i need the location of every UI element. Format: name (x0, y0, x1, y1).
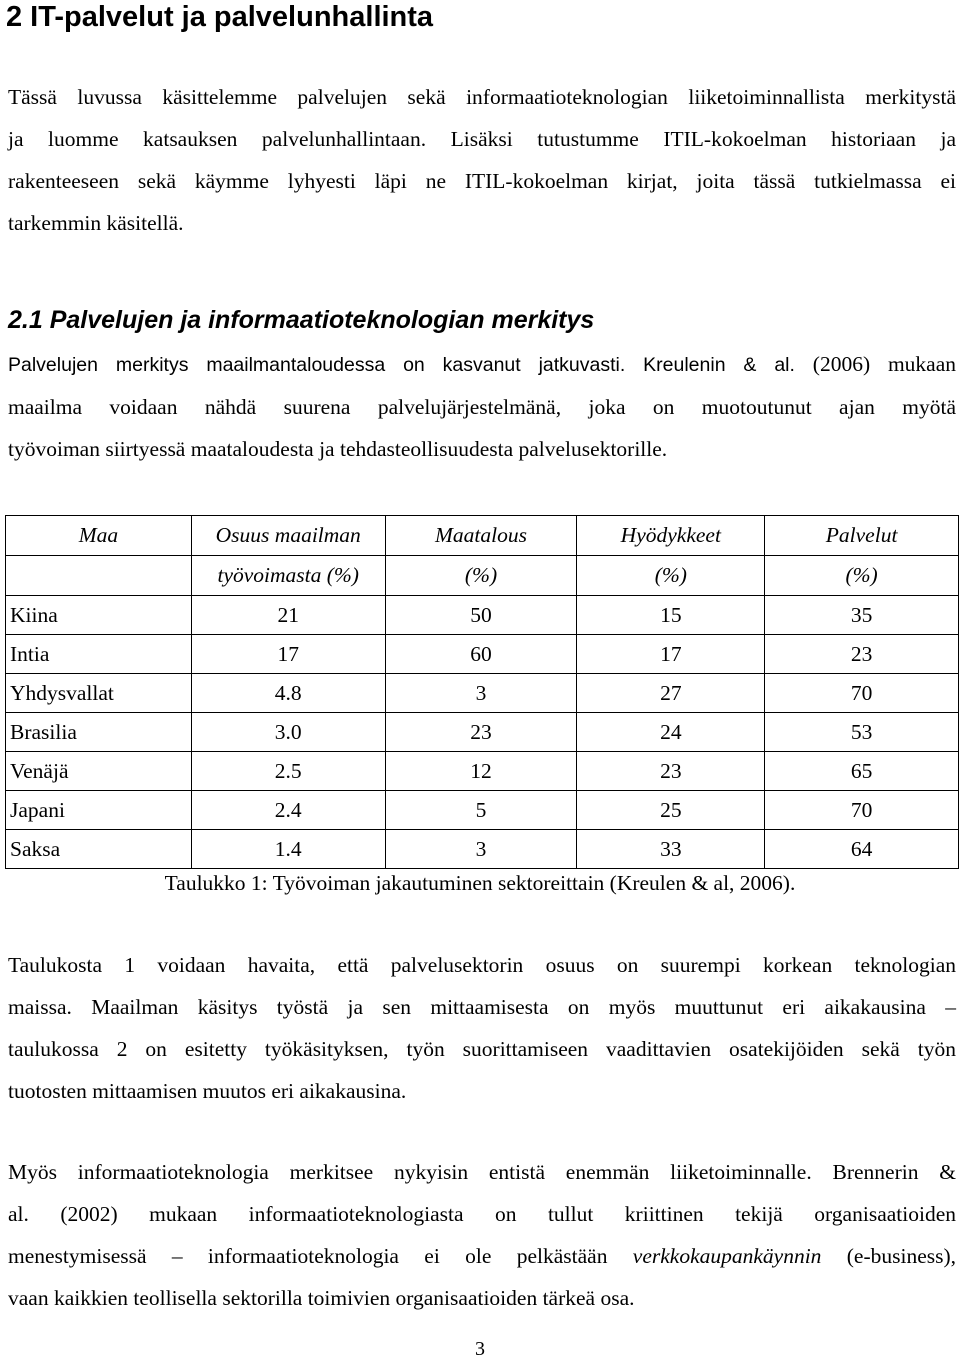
country-cell: Brasilia (6, 713, 192, 752)
value-cell: 25 (577, 791, 765, 830)
country-cell: Saksa (6, 830, 192, 869)
table-row (6, 596, 959, 635)
section-paragraph (8, 343, 956, 470)
value-cell: 12 (385, 752, 577, 791)
header-country: Maa (6, 516, 192, 556)
value-cell: 27 (577, 674, 765, 713)
table-row (6, 674, 959, 713)
header-country-2 (6, 556, 192, 596)
page-number: 3 (475, 1338, 485, 1360)
para2-line-3: taulukossa 2 on esitetty työkäsityksen, työn suorittamiseen vaadittavien osatekijöiden sekä työn (8, 1037, 956, 1061)
table-row (6, 752, 959, 791)
intro-paragraph (8, 76, 956, 244)
section-line-1-sans: Palvelujen merkitys maailmantaloudessa on kasvanut jatkuvasti. Kreulenin & al. (8, 354, 795, 376)
table-row (6, 635, 959, 674)
intro-line-1: Tässä luvussa käsittelemme palvelujen sekä informaatioteknologian liiketoiminnallista merkitystä (8, 85, 956, 109)
value-cell: 23 (765, 635, 959, 674)
country-cell: Intia (6, 635, 192, 674)
value-cell: 60 (385, 635, 577, 674)
value-cell: 3.0 (191, 713, 385, 752)
country-cell: Venäjä (6, 752, 192, 791)
para2-line-2: maissa. Maailman käsitys työstä ja sen mittaamisesta on myös muuttunut eri aikakausina – (8, 995, 956, 1019)
value-cell: 70 (765, 674, 959, 713)
value-cell: 50 (385, 596, 577, 635)
header-services: Palvelut (765, 516, 959, 556)
value-cell: 65 (765, 752, 959, 791)
intro-line-4: tarkemmin käsitellä. (8, 211, 184, 235)
table-caption: Taulukko 1: Työvoiman jakautuminen sektoreittain (Kreulen & al, 2006). (164, 871, 796, 895)
value-cell: 70 (765, 791, 959, 830)
section-line-3: työvoiman siirtyessä maataloudesta ja tehdasteollisuudesta palvelusektorille. (8, 437, 668, 461)
value-cell: 64 (765, 830, 959, 869)
value-cell: 2.5 (191, 752, 385, 791)
value-cell: 33 (577, 830, 765, 869)
value-cell: 3 (385, 830, 577, 869)
table-row (6, 830, 959, 869)
value-cell: 15 (577, 596, 765, 635)
value-cell: 5 (385, 791, 577, 830)
value-cell: 4.8 (191, 674, 385, 713)
header-goods-2: (%) (577, 556, 765, 596)
header-services-2: (%) (765, 556, 959, 596)
para3-line-2: al. (2002) mukaan informaatioteknologiasta on tullut kriittinen tekijä organisaatioiden (8, 1202, 956, 1226)
section-heading: 2.1 Palvelujen ja informaatioteknologian merkitys (8, 306, 595, 334)
header-goods: Hyödykkeet (577, 516, 765, 556)
paragraph-2 (8, 944, 956, 1112)
table-row (6, 791, 959, 830)
para3-line-3-a: menestymisessä – informaatioteknologia ei ole pelkästään (8, 1244, 608, 1268)
value-cell: 2.4 (191, 791, 385, 830)
value-cell: 24 (577, 713, 765, 752)
header-share-2: työvoimasta (%) (191, 556, 385, 596)
country-cell: Yhdysvallat (6, 674, 192, 713)
country-cell: Japani (6, 791, 192, 830)
labor-table (5, 515, 959, 869)
intro-line-2: ja luomme katsauksen palvelunhallintaan. Lisäksi tutustumme ITIL-kokoelman historiaan ja (8, 127, 956, 151)
table-row (6, 713, 959, 752)
section-line-1-rest: (2006) mukaan (812, 352, 957, 376)
para3-line-3-em: verkkokaupankäynnin (632, 1244, 822, 1268)
chapter-heading: 2 IT-palvelut ja palvelunhallinta (6, 1, 434, 33)
table-header-row-1 (6, 516, 959, 556)
value-cell: 23 (577, 752, 765, 791)
section-line-1 (8, 343, 956, 386)
para3-line-3-b: (e-business), (846, 1244, 957, 1268)
para2-line-4: tuotosten mittaamisen muutos eri aikakausina. (8, 1079, 407, 1103)
intro-line-3: rakenteeseen sekä käymme lyhyesti läpi ne ITIL-kokoelman kirjat, joita tässä tutkielmassa ei (8, 169, 956, 193)
table-header-row-2 (6, 556, 959, 596)
value-cell: 35 (765, 596, 959, 635)
header-share: Osuus maailman (191, 516, 385, 556)
paragraph-3 (8, 1151, 956, 1319)
value-cell: 23 (385, 713, 577, 752)
value-cell: 21 (191, 596, 385, 635)
para3-line-1: Myös informaatioteknologia merkitsee nykyisin entistä enemmän liiketoiminnalle. Brennerin & (8, 1160, 956, 1184)
value-cell: 3 (385, 674, 577, 713)
value-cell: 17 (191, 635, 385, 674)
value-cell: 53 (765, 713, 959, 752)
country-cell: Kiina (6, 596, 192, 635)
value-cell: 1.4 (191, 830, 385, 869)
para3-line-3 (8, 1235, 956, 1277)
para3-line-4: vaan kaikkien teollisella sektorilla toimivien organisaatioiden tärkeä osa. (8, 1286, 635, 1310)
header-agriculture: Maatalous (385, 516, 577, 556)
para2-line-1: Taulukosta 1 voidaan havaita, että palvelusektorin osuus on suurempi korkean teknologian (8, 953, 956, 977)
section-line-2: maailma voidaan nähdä suurena palvelujärjestelmänä, joka on muotoutunut ajan myötä (8, 395, 956, 419)
value-cell: 17 (577, 635, 765, 674)
header-agriculture-2: (%) (385, 556, 577, 596)
